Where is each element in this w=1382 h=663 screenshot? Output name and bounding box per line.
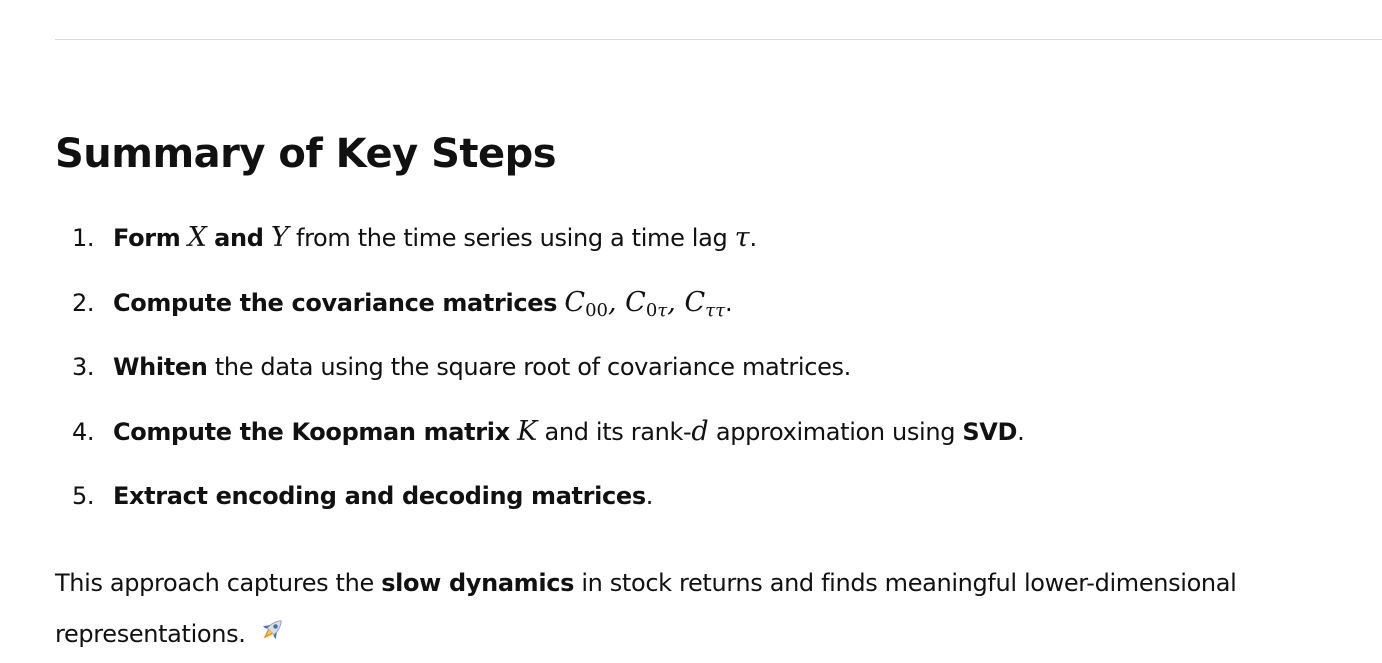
step-number: 2. <box>72 288 95 317</box>
math-comma: , <box>667 286 676 318</box>
step-bold-text: SVD <box>962 417 1018 446</box>
step-item-1 <box>0 212 1024 277</box>
math-symbol: C <box>625 286 646 318</box>
step-text: from the time series using a time lag <box>295 224 728 252</box>
step-punctuation: . <box>749 224 757 252</box>
step-text: the data using the square root of covariance matrices. <box>214 353 851 381</box>
summary-paragraph <box>55 558 1375 663</box>
math-symbol: d <box>691 415 709 447</box>
math-subscript <box>705 300 725 321</box>
step-number: 3. <box>72 353 95 381</box>
summary-text: in stock returns and finds meaningful lower-dimensional representations. <box>55 569 1237 648</box>
step-punctuation: . <box>1017 417 1025 446</box>
math-subscript: 00 <box>585 299 608 321</box>
math-subscript <box>646 300 667 321</box>
math-subscript-tau: τ <box>657 299 668 321</box>
math-comma: , <box>607 286 617 318</box>
step-number: 5. <box>72 482 95 510</box>
step-text: approximation using <box>715 417 956 446</box>
rocket-icon <box>257 612 287 663</box>
math-symbol: C <box>684 286 706 318</box>
step-item-2 <box>0 277 1024 342</box>
math-subscript-tau: ττ <box>705 299 726 321</box>
step-number: 4. <box>72 417 95 446</box>
step-item-4 <box>0 406 1024 471</box>
step-punctuation: . <box>645 482 654 510</box>
step-bold-text: Whiten <box>113 353 208 381</box>
step-bold-text: Compute the Koopman matrix <box>113 417 510 446</box>
summary-bold-text: slow dynamics <box>381 569 575 597</box>
summary-text: This approach captures the <box>55 569 374 597</box>
math-symbol: C <box>564 286 586 318</box>
step-bold-text: Compute the covariance matrices <box>113 288 558 317</box>
step-item-5 <box>0 470 1024 535</box>
steps-list <box>0 212 1024 535</box>
step-text: and its rank- <box>544 417 692 446</box>
step-bold-text: Form <box>113 224 181 252</box>
top-divider <box>55 39 1382 40</box>
step-item-3 <box>0 341 1024 406</box>
math-symbol: K <box>517 415 538 447</box>
step-number: 1. <box>72 224 95 252</box>
step-bold-text: Extract encoding and decoding matrices <box>113 482 646 510</box>
section-heading: Summary of Key Steps <box>55 131 557 177</box>
math-subscript-digit: 0 <box>645 299 658 321</box>
math-expression <box>564 286 726 321</box>
step-bold-text: and <box>214 224 264 252</box>
step-punctuation: . <box>725 288 733 317</box>
math-symbol: Y <box>270 222 289 253</box>
math-symbol: τ <box>734 222 750 253</box>
math-symbol: X <box>187 222 207 253</box>
